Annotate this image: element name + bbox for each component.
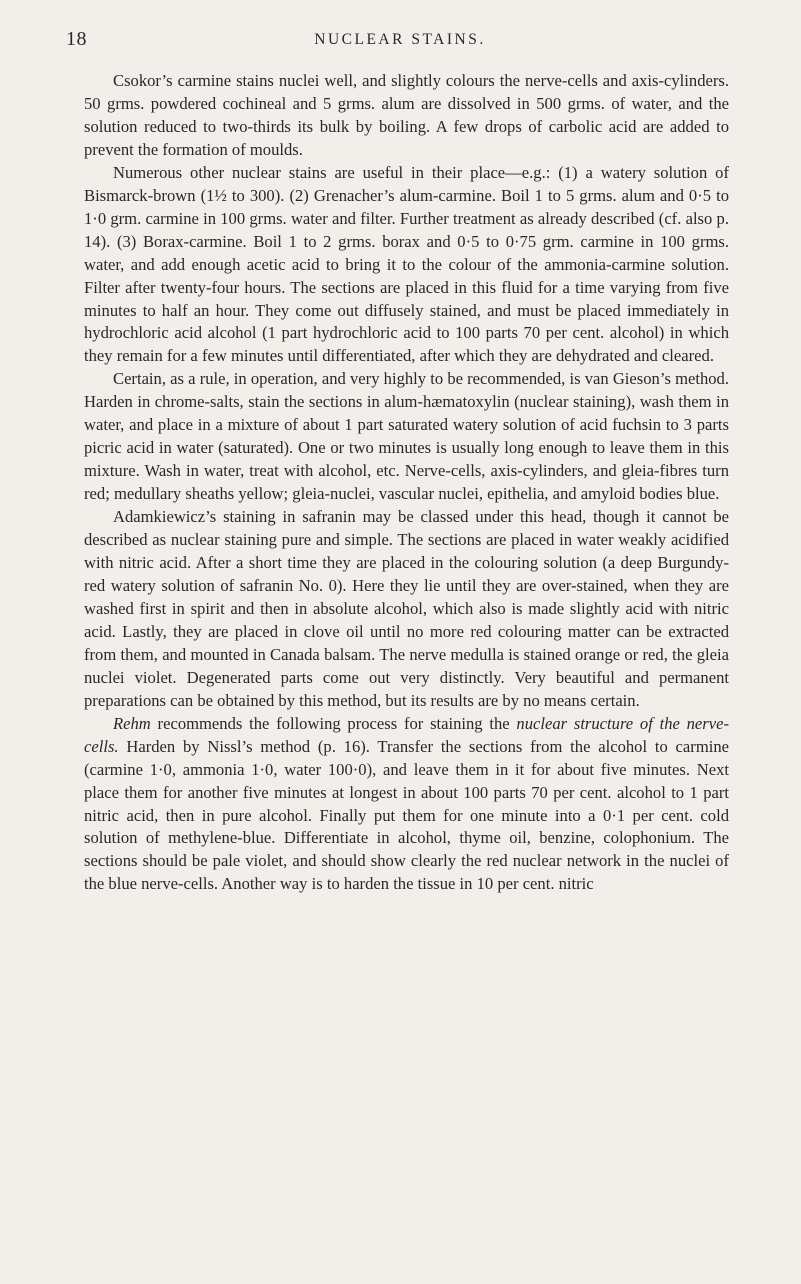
paragraph-rehm-process [84, 713, 729, 897]
paragraph-text: recommends the following process for staining the [150, 713, 517, 733]
paragraph-other-nuclear-stains: Numerous other nuclear stains are useful in their place—e.g.: (1) a watery solution of Bismarck-brown (1½ to 300). (2) Grenacher’s alum-carmine. Boil 1 to 5 grms. alum and 0·5 to 1·0 grm. carmine in 100 grms. water and filter. Further treatment as already described (cf. also p. 14). (3) Borax-carmine. Boil 1 to 2 grms. borax and 0·5 to 0·75 grm. carmine in 100 grms. water, and add enough acetic acid to bring it to the colour of the ammonia-carmine solution. Filter after twenty-four hours. The sections are placed in this fluid for a time varying from five minutes to half an hour. They come out diffusely stained, and must be placed immediately in hydrochloric acid alcohol (1 part hydrochloric acid to 100 parts 70 per cent. alcohol) in which they remain for a few minutes until differentiated, after which they are dehydrated and cleared. [84, 162, 729, 366]
emphasized-phrase: nuclear structure of the nerve-cells. [84, 713, 729, 756]
body-text [84, 70, 729, 896]
page-number: 18 [66, 28, 87, 50]
paragraph-van-gieson-method: Certain, as a rule, in operation, and very highly to be recommended, is van Gieson’s method. Harden in chrome-salts, stain the sections in alum-hæmatoxylin (nuclear staining), wash them in water, and place in a mixture of about 1 part saturated watery solution of acid fuchsin to 3 parts picric acid in water (saturated). One or two minutes is usually long enough to leave them in this mixture. Wash in water, treat with alcohol, etc. Nerve-cells, axis-cylinders, and gleia-fibres turn red; medullary sheaths yellow; gleia-nuclei, vascular nuclei, epithelia, and amyloid bodies blue. [84, 369, 729, 504]
paragraph-text: Harden by Nissl’s method (p. 16). Transfer the sections from the alcohol to carmine (carmine 1·0, ammonia 1·0, water 100·0), and leave them in it for about five minutes. Next place them for another five minutes at longest in about 100 parts 70 per cent. alcohol to 1 part nitric acid, then in pure alcohol. Finally put them for one minute into a 0·1 per cent. cold solution of methylene-blue. Differentiate in alcohol, thyme oil, benzine, colophonium. The sections should be pale violet, and should show clearly the red nuclear network in the nuclei of the blue nerve-cells. Another way is to harden the tissue in 10 per cent. nitric [84, 736, 729, 894]
author-name: Rehm [113, 713, 151, 733]
running-head [66, 28, 734, 52]
running-title: NUCLEAR STAINS. [314, 31, 486, 48]
paragraph-adamkiewicz-safranin: Adamkiewicz’s staining in safranin may be classed under this head, though it cannot be described as nuclear staining pure and simple. The sections are placed in water weakly acidified with nitric acid. After a short time they are placed in the colouring solution (a deep Burgundy-red watery solution of safranin No. 0). Here they lie until they are over-stained, when they are washed first in spirit and then in absolute alcohol, which also is made slightly acid with nitric acid. Lastly, they are placed in clove oil until no more red colouring matter can be extracted from them, and mounted in Canada balsam. The nerve medulla is stained orange or red, the gleia nuclei violet. Degenerated parts come out very distinctly. Very beautiful and permanent preparations can be obtained by this method, but its results are by no means certain. [84, 507, 729, 710]
paragraph-csokor-carmine: Csokor’s carmine stains nuclei well, and slightly colours the nerve-cells and axis-cylinders. 50 grms. powdered cochineal and 5 grms. alum are dissolved in 500 grms. of water, and the solution reduced to two-thirds its bulk by boiling. A few drops of carbolic acid are added to prevent the formation of moulds. [84, 71, 729, 159]
